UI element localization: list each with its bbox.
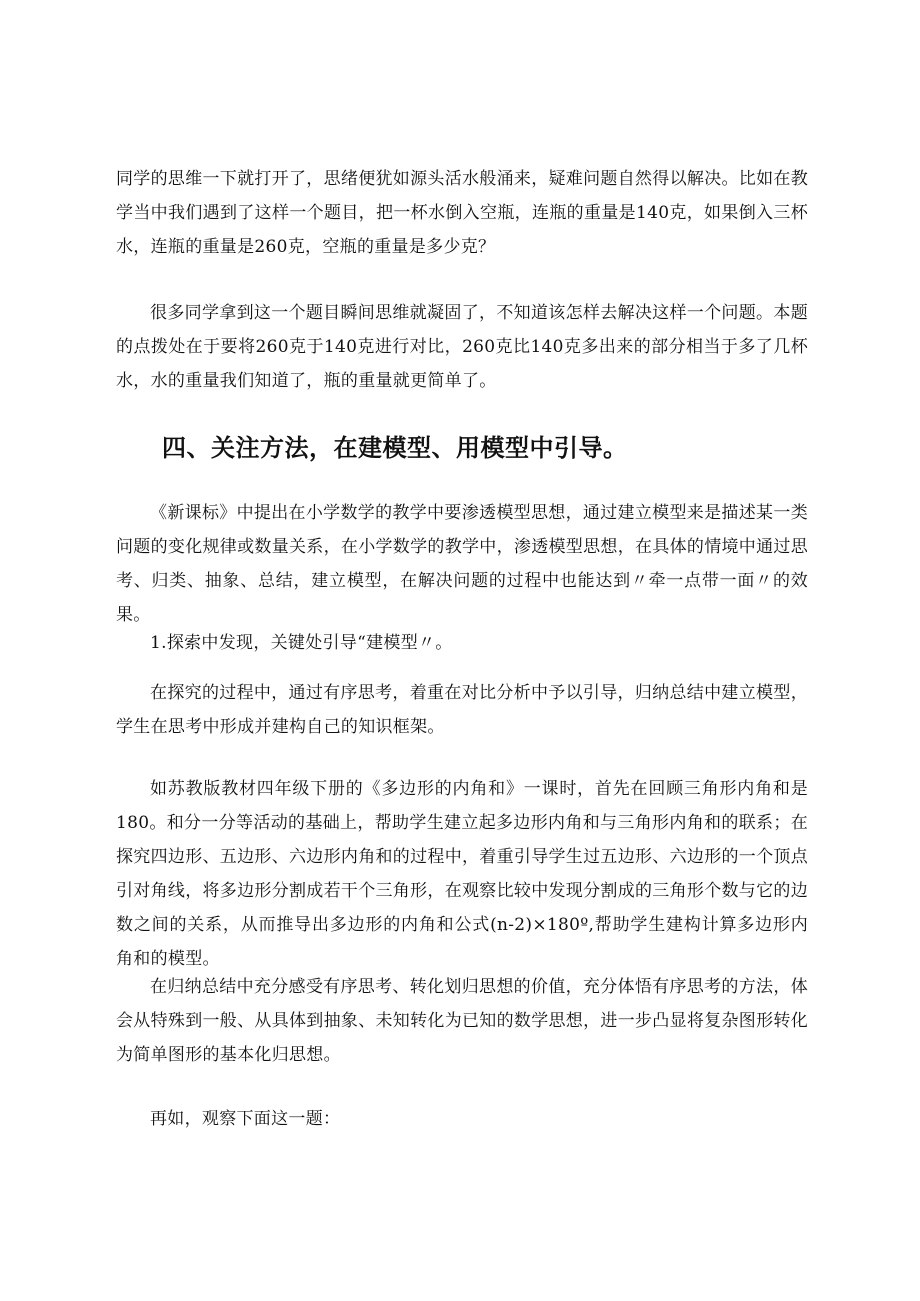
paragraph-new-curriculum: 《新课标》中提出在小学数学的教学中要渗透模型思想，通过建立模型来是描述某一类问题的变化规律或数量关系，在小学数学的教学中，渗透模型思想，在具体的情境中通过思考、归类、抽象、总结，建立模型，在解决问题的过程中也能达到〃牵一点带一面〃的效果。: [116, 503, 808, 625]
paragraph-problem-hint: 很多同学拿到这一个题目瞬间思维就凝固了，不知道该怎样去解决这样一个问题。本题的点拨处在于要将260克于140克进行对比，260克比140克多出来的部分相当于多了几杯水，水的重量我们知道了，瓶的重量就更简单了。: [116, 303, 808, 391]
paragraph-water-bottle-problem: 同学的思维一下就打开了，思绪便犹如源头活水般涌来，疑难问题自然得以解决。比如在教学当中我们遇到了这样一个题目，把一杯水倒入空瓶，连瓶的重量是140克，如果倒入三杯水，连瓶的重量是260克，空瓶的重量是多少克？: [116, 169, 808, 257]
paragraph-another-example: 再如，观察下面这一题：: [150, 1109, 341, 1129]
section-heading: 四、关注方法，在建模型、用模型中引导。: [162, 433, 628, 462]
paragraph-summary: 在归纳总结中充分感受有序思考、转化划归思想的价值，充分体悟有序思考的方法，体会从特殊到一般、从具体到抽象、未知转化为已知的数学思想，进一步凸显将复杂图形转化为简单图形的基本化归思想。: [116, 977, 808, 1065]
paragraph-explore-process: 在探究的过程中，通过有序思考，着重在对比分析中予以引导，归纳总结中建立模型，学生在思考中形成并建构自己的知识框架。: [116, 683, 808, 737]
paragraph-polygon-angles: 如苏教版教材四年级下册的《多边形的内角和》一课时，首先在回顾三角形内角和是180。和分一分等活动的基础上，帮助学生建立起多边形内角和与三角形内角和的联系；在探究四边形、五边形、六边形内角和的过程中，着重引导学生过五边形、六边形的一个顶点引对角线，将多边形分割成若干个三角形，在观察比较中发现分割成的三角形个数与它的边数之间的关系，从而推导出多边形的内角和公式(n-2)×180º,帮助学生建构计算多边形内角和的模型。: [116, 779, 808, 969]
subheading-explore: 1.探索中发现，关键处引导“建模型〃。: [150, 633, 453, 653]
